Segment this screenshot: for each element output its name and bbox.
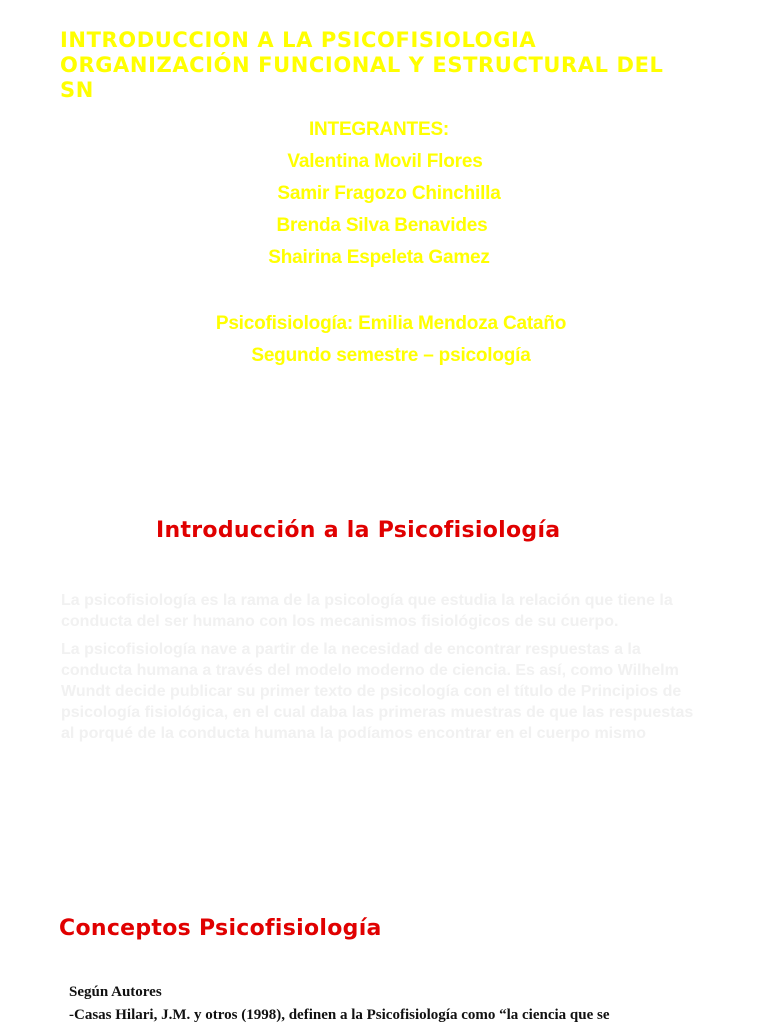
title-line-3: SN [60,78,94,102]
members-label: INTEGRANTES: [308,119,450,140]
member-name: Brenda Silva Benavides [276,215,488,236]
course-line: Psicofisiología: Emilia Mendoza Cataño [215,313,567,334]
authors-label: Según Autores [69,984,162,1000]
intro-paragraph: La psicofisiología nave a partir de la necesidad de encontrar respuestas a la conducta humana a través del modelo moderno de ciencia. Es así, como Wilhelm Wundt decide publicar su primer texto de psicología con el título de Principios de psicología fisiológica, en el cual daba las primeras muestras de que las respuestas al porqué de la conducta humana la podíamos encontrar en el cuerpo mismo [61,641,694,742]
member-name: Shairina Espeleta Gamez [268,247,490,268]
document-title [60,28,720,103]
member-name: Valentina Movil Flores [287,151,483,172]
concepts-heading: Conceptos Psicofisiología [59,916,382,941]
citation-text: -Casas Hilari, J.M. y otros (1998), definen a la Psicofisiología como “la ciencia que se [69,1007,610,1023]
title-line-1: INTRODUCCION A LA PSICOFISIOLOGIA [60,28,537,52]
title-line-2: ORGANIZACIÓN FUNCIONAL Y ESTRUCTURAL DEL [60,53,664,77]
intro-paragraph: La psicofisiología es la rama de la psicología que estudia la relación que tiene la conducta del ser humano con los mecanismos fisiológicos de su cuerpo. [61,592,673,630]
member-name: Samir Fragozo Chinchilla [277,183,501,204]
intro-heading: Introducción a la Psicofisiología [156,518,561,543]
semester-line: Segundo semestre – psicología [251,345,531,366]
